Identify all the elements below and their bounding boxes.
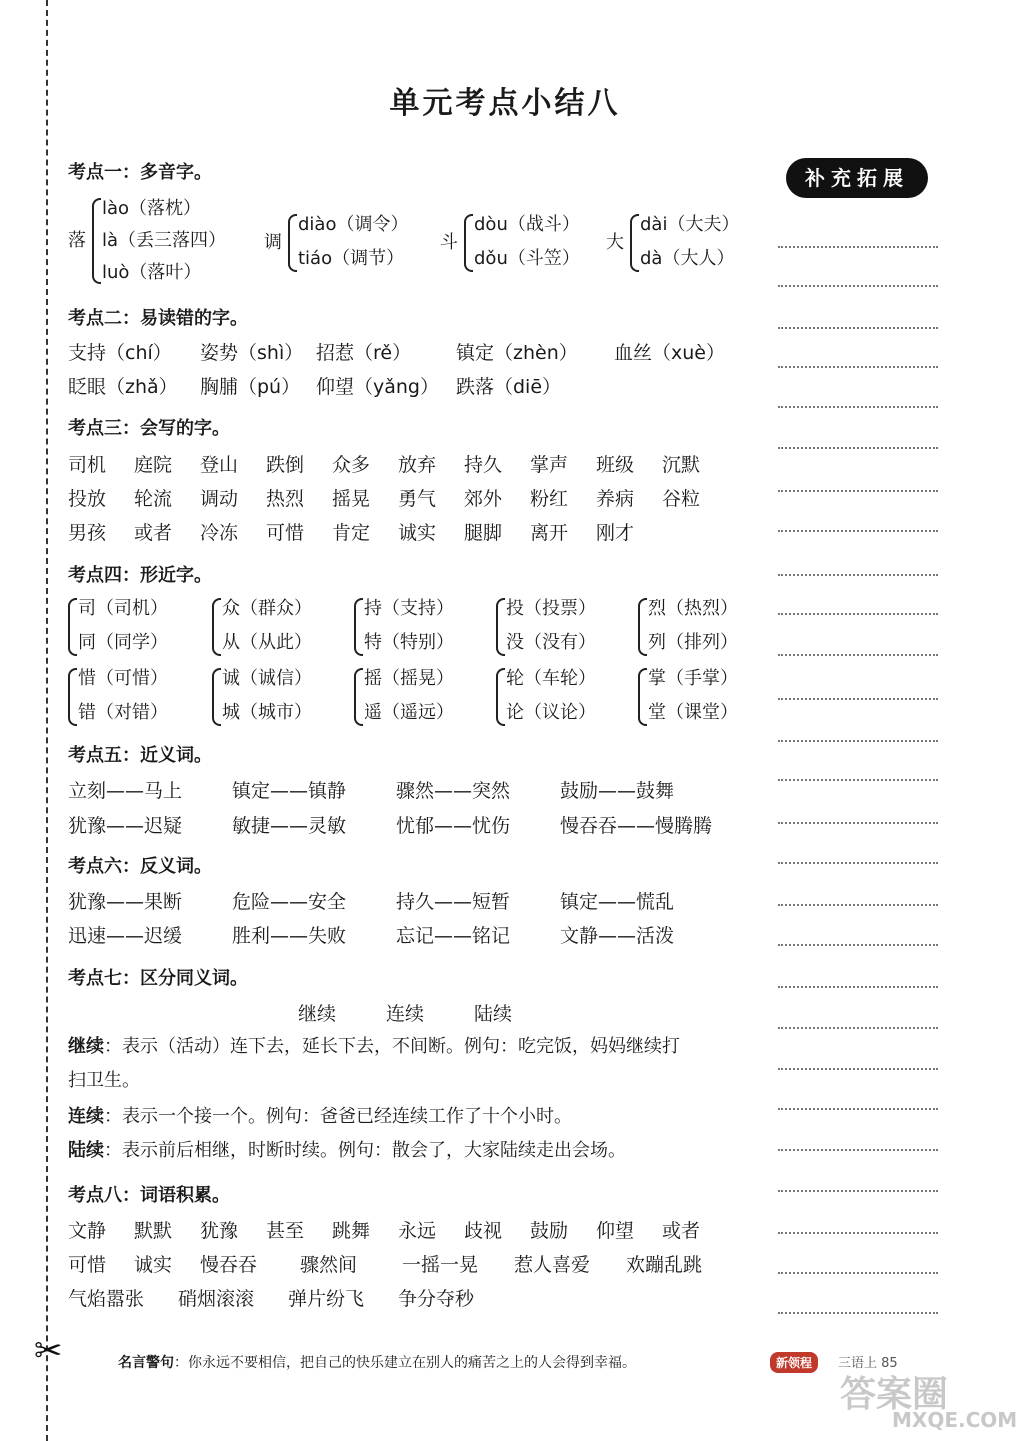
explanation-lianxu: 连续：表示一个接一个。例句：爸爸已经连续工作了十个小时。 <box>68 1106 572 1127</box>
page-title: 单元考点小结八 <box>389 86 621 121</box>
similar-pair: 司（司机） 同（同学） <box>68 594 198 658</box>
writing-words-row-2: 投放 轮流 调动 热烈 摇晃 勇气 郊外 粉红 养病 谷粒 <box>68 488 701 510</box>
supplement-badge: 补充拓展 <box>786 158 928 198</box>
watermark-url: MXQE.COM <box>892 1408 1017 1432</box>
easy-misread-row-2: 眨眼（zhǎ） 胸脯（pú） 仰望（yǎng） 跌落（diē） <box>68 376 562 398</box>
section-1-heading: 考点一：多音字。 <box>68 162 212 183</box>
cut-line <box>46 0 48 1441</box>
vocab-row-3: 气焰嚣张 硝烟滚滚 弹片纷飞 争分夺秒 <box>68 1288 475 1310</box>
similar-pair: 摇（摇晃） 遥（遥远） <box>354 664 484 728</box>
section-7-heading: 考点七：区分同义词。 <box>68 968 248 989</box>
brand-logo: 新领程 <box>770 1352 818 1373</box>
easy-misread-row-1: 支持（chí） 姿势（shì） 招惹（rě） 镇定（zhèn） 血丝（xuè） <box>68 342 725 364</box>
vocab-row-1: 文静 默默 犹豫 甚至 跳舞 永远 歧视 鼓励 仰望 或者 <box>68 1220 701 1242</box>
similar-pair: 轮（车轮） 论（议论） <box>496 664 626 728</box>
similar-pair: 众（群众） 从（从此） <box>212 594 342 658</box>
antonym-row-2: 迅速——迟缓 胜利——失败 忘记——铭记 文静——活泼 <box>68 925 675 947</box>
similar-pair: 惜（可惜） 错（对错） <box>68 664 198 728</box>
section-2-heading: 考点二：易读错的字。 <box>68 308 248 329</box>
section-8-heading: 考点八：词语积累。 <box>68 1185 230 1206</box>
similar-pair: 持（支持） 特（特别） <box>354 594 484 658</box>
section-4-heading: 考点四：形近字。 <box>68 565 212 586</box>
scissors-icon: ✂ <box>34 1331 63 1371</box>
quote-footer: 名言警句：你永远不要相信，把自己的快乐建立在别人的痛苦之上的人会得到幸福。 <box>118 1355 636 1371</box>
explanation-jixu-continued: 扫卫生。 <box>68 1070 140 1091</box>
page-number: 三语上 85 <box>838 1356 898 1371</box>
vocab-row-2: 可惜 诚实 慢吞吞 骤然间 一摇一晃 惹人喜爱 欢蹦乱跳 <box>68 1254 703 1276</box>
polyphone-dou: 斗 dòu（战斗） dǒu（斗笠） <box>440 210 600 274</box>
writing-words-row-3: 男孩 或者 冷冻 可惜 肯定 诚实 腿脚 离开 刚才 <box>68 522 635 544</box>
explanation-jixu: 继续：表示（活动）连下去，延长下去，不间断。例句：吃完饭，妈妈继续打 <box>68 1036 680 1057</box>
similar-pair: 掌（手掌） 堂（课堂） <box>638 664 768 728</box>
similar-pair: 烈（热烈） 列（排列） <box>638 594 768 658</box>
similar-pair: 诚（诚信） 城（城市） <box>212 664 342 728</box>
polyphone-luo: 落 lào（落枕） là（丢三落四） luò（落叶） <box>68 198 227 283</box>
similar-pair: 投（投票） 没（没有） <box>496 594 626 658</box>
polyphone-diao: 调 diào（调令） tiáo（调节） <box>264 210 424 274</box>
watermark: 答案圈 <box>840 1374 949 1415</box>
section-5-heading: 考点五：近义词。 <box>68 745 212 766</box>
explanation-luxu: 陆续：表示前后相继，时断时续。例句：散会了，大家陆续走出会场。 <box>68 1140 626 1161</box>
synonym-row-1: 立刻——马上 镇定——镇静 骤然——突然 鼓励——鼓舞 <box>68 780 675 802</box>
synonym-group-words: 继续 连续 陆续 <box>298 1003 513 1025</box>
writing-words-row-1: 司机 庭院 登山 跌倒 众多 放弃 持久 掌声 班级 沉默 <box>68 454 701 476</box>
section-3-heading: 考点三：会写的字。 <box>68 418 230 439</box>
synonym-row-2: 犹豫——迟疑 敏捷——灵敏 忧郁——忧伤 慢吞吞——慢腾腾 <box>68 815 713 837</box>
polyphone-da: 大 dài（大夫） dà（大人） <box>606 210 766 274</box>
antonym-row-1: 犹豫——果断 危险——安全 持久——短暂 镇定——慌乱 <box>68 891 675 913</box>
section-6-heading: 考点六：反义词。 <box>68 856 212 877</box>
